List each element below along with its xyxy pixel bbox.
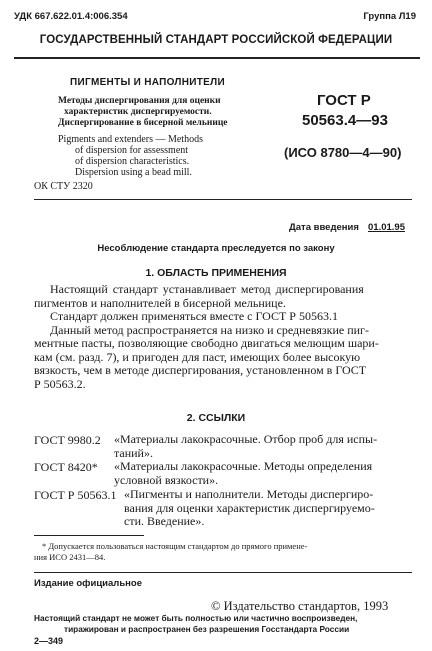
iso-number: (ИСО 8780—4—90)	[284, 145, 402, 160]
body-line: Данный метод распространяется на низко и средневязкие пиг-	[50, 322, 369, 337]
body-line: Настоящий стандарт устанавливает метод диспергирования	[50, 282, 364, 296]
en-subtitle-line: Dispersion using a bead mill.	[75, 167, 192, 178]
body-line: ментные пасты, позволяющие свободно двигаться мелющим шари-	[34, 336, 379, 350]
en-subtitle	[58, 134, 203, 178]
ru-title: ПИГМЕНТЫ И НАПОЛНИТЕЛИ	[70, 77, 225, 88]
ru-subtitle-line: характеристик диспергируемости.	[64, 107, 212, 117]
ref-line: условной вязкости».	[114, 472, 219, 487]
copyright: © Издательство стандартов, 1993	[211, 599, 389, 613]
legal-notice: Несоблюдение стандарта преследуется по закону	[97, 243, 335, 254]
ref-title	[114, 433, 414, 460]
section1-body	[34, 283, 418, 391]
body-line: Стандарт должен применяться вместе с ГОСТ Р 50563.1	[50, 309, 338, 323]
state-standard-heading: ГОСУДАРСТВЕННЫЙ СТАНДАРТ РОССИЙСКОЙ ФЕДЕРАЦИИ	[39, 34, 393, 46]
section2-heading: 2. ССЫЛКИ	[186, 412, 246, 424]
body-line: пигментов и наполнителей в бисерной мельнице.	[34, 295, 286, 310]
ref-line: сти. Введение».	[124, 514, 205, 528]
ref-code: ГОСТ 9980.2	[34, 433, 101, 447]
en-subtitle-line: of dispersion characteristics.	[75, 156, 190, 167]
ru-subtitle	[58, 96, 228, 129]
gost-label: ГОСТ Р	[317, 92, 371, 109]
body-line: вязкость, чем в методе диспергирования, установленном в ГОСТ	[34, 363, 367, 377]
group-code: Группа Л19	[363, 11, 416, 22]
footnote-rule	[34, 535, 144, 536]
ru-subtitle-line: Диспергирование в бисерной мельнице	[58, 118, 228, 128]
ref-title	[114, 460, 414, 487]
body-line: Р 50563.2.	[34, 376, 86, 391]
footnote-line: * Допускается пользоваться настоящим стандартом до прямого примене-	[42, 541, 308, 551]
ref-code: ГОСТ Р 50563.1	[34, 488, 117, 502]
date-value: 01.01.95	[368, 222, 405, 233]
page-code: 2—349	[34, 636, 64, 646]
footnote	[34, 541, 307, 563]
ref-line: «Материалы лакокрасочные. Методы определения	[114, 459, 373, 473]
ref-line: таний».	[114, 445, 153, 460]
date-label: Дата введения	[289, 222, 359, 233]
en-subtitle-line: Pigments and extenders — Methods	[58, 134, 203, 145]
section1-heading: 1. ОБЛАСТЬ ПРИМЕНЕНИЯ	[145, 267, 287, 279]
body-line: кам (см. разд. 7), и пригоден для паст, имеющих более высокую	[34, 349, 361, 364]
ru-subtitle-line: Методы диспергирования для оценки	[58, 96, 221, 106]
top-rule	[14, 57, 420, 59]
reproduction-notice	[34, 613, 357, 634]
ref-line: «Пигменты и наполнители. Методы диспергиро-	[124, 487, 374, 501]
footnote-line: ния ИСО 2431—84.	[34, 552, 106, 562]
ref-line: «Материалы лакокрасочные. Отбор проб для испы-	[114, 432, 378, 446]
official-edition: Издание официальное	[34, 578, 142, 589]
ref-line: вания для оценки характеристик диспергируемо-	[124, 500, 375, 515]
ref-title	[124, 488, 416, 529]
gost-number: 50563.4—93	[302, 112, 388, 129]
en-subtitle-line: of dispersion for assessment	[75, 145, 189, 156]
ref-code: ГОСТ 8420*	[34, 460, 98, 474]
udk-code: УДК 667.622.01.4:006.354	[14, 11, 128, 22]
ok-stu-code: ОК СТУ 2320	[34, 181, 93, 192]
footer-rule	[34, 572, 412, 573]
notice-line: тиражирован и распространен без разрешения Госстандарта России	[64, 623, 350, 634]
title-rule	[34, 199, 412, 200]
notice-line: Настоящий стандарт не может быть полностью или частично воспроизведен,	[34, 613, 358, 623]
